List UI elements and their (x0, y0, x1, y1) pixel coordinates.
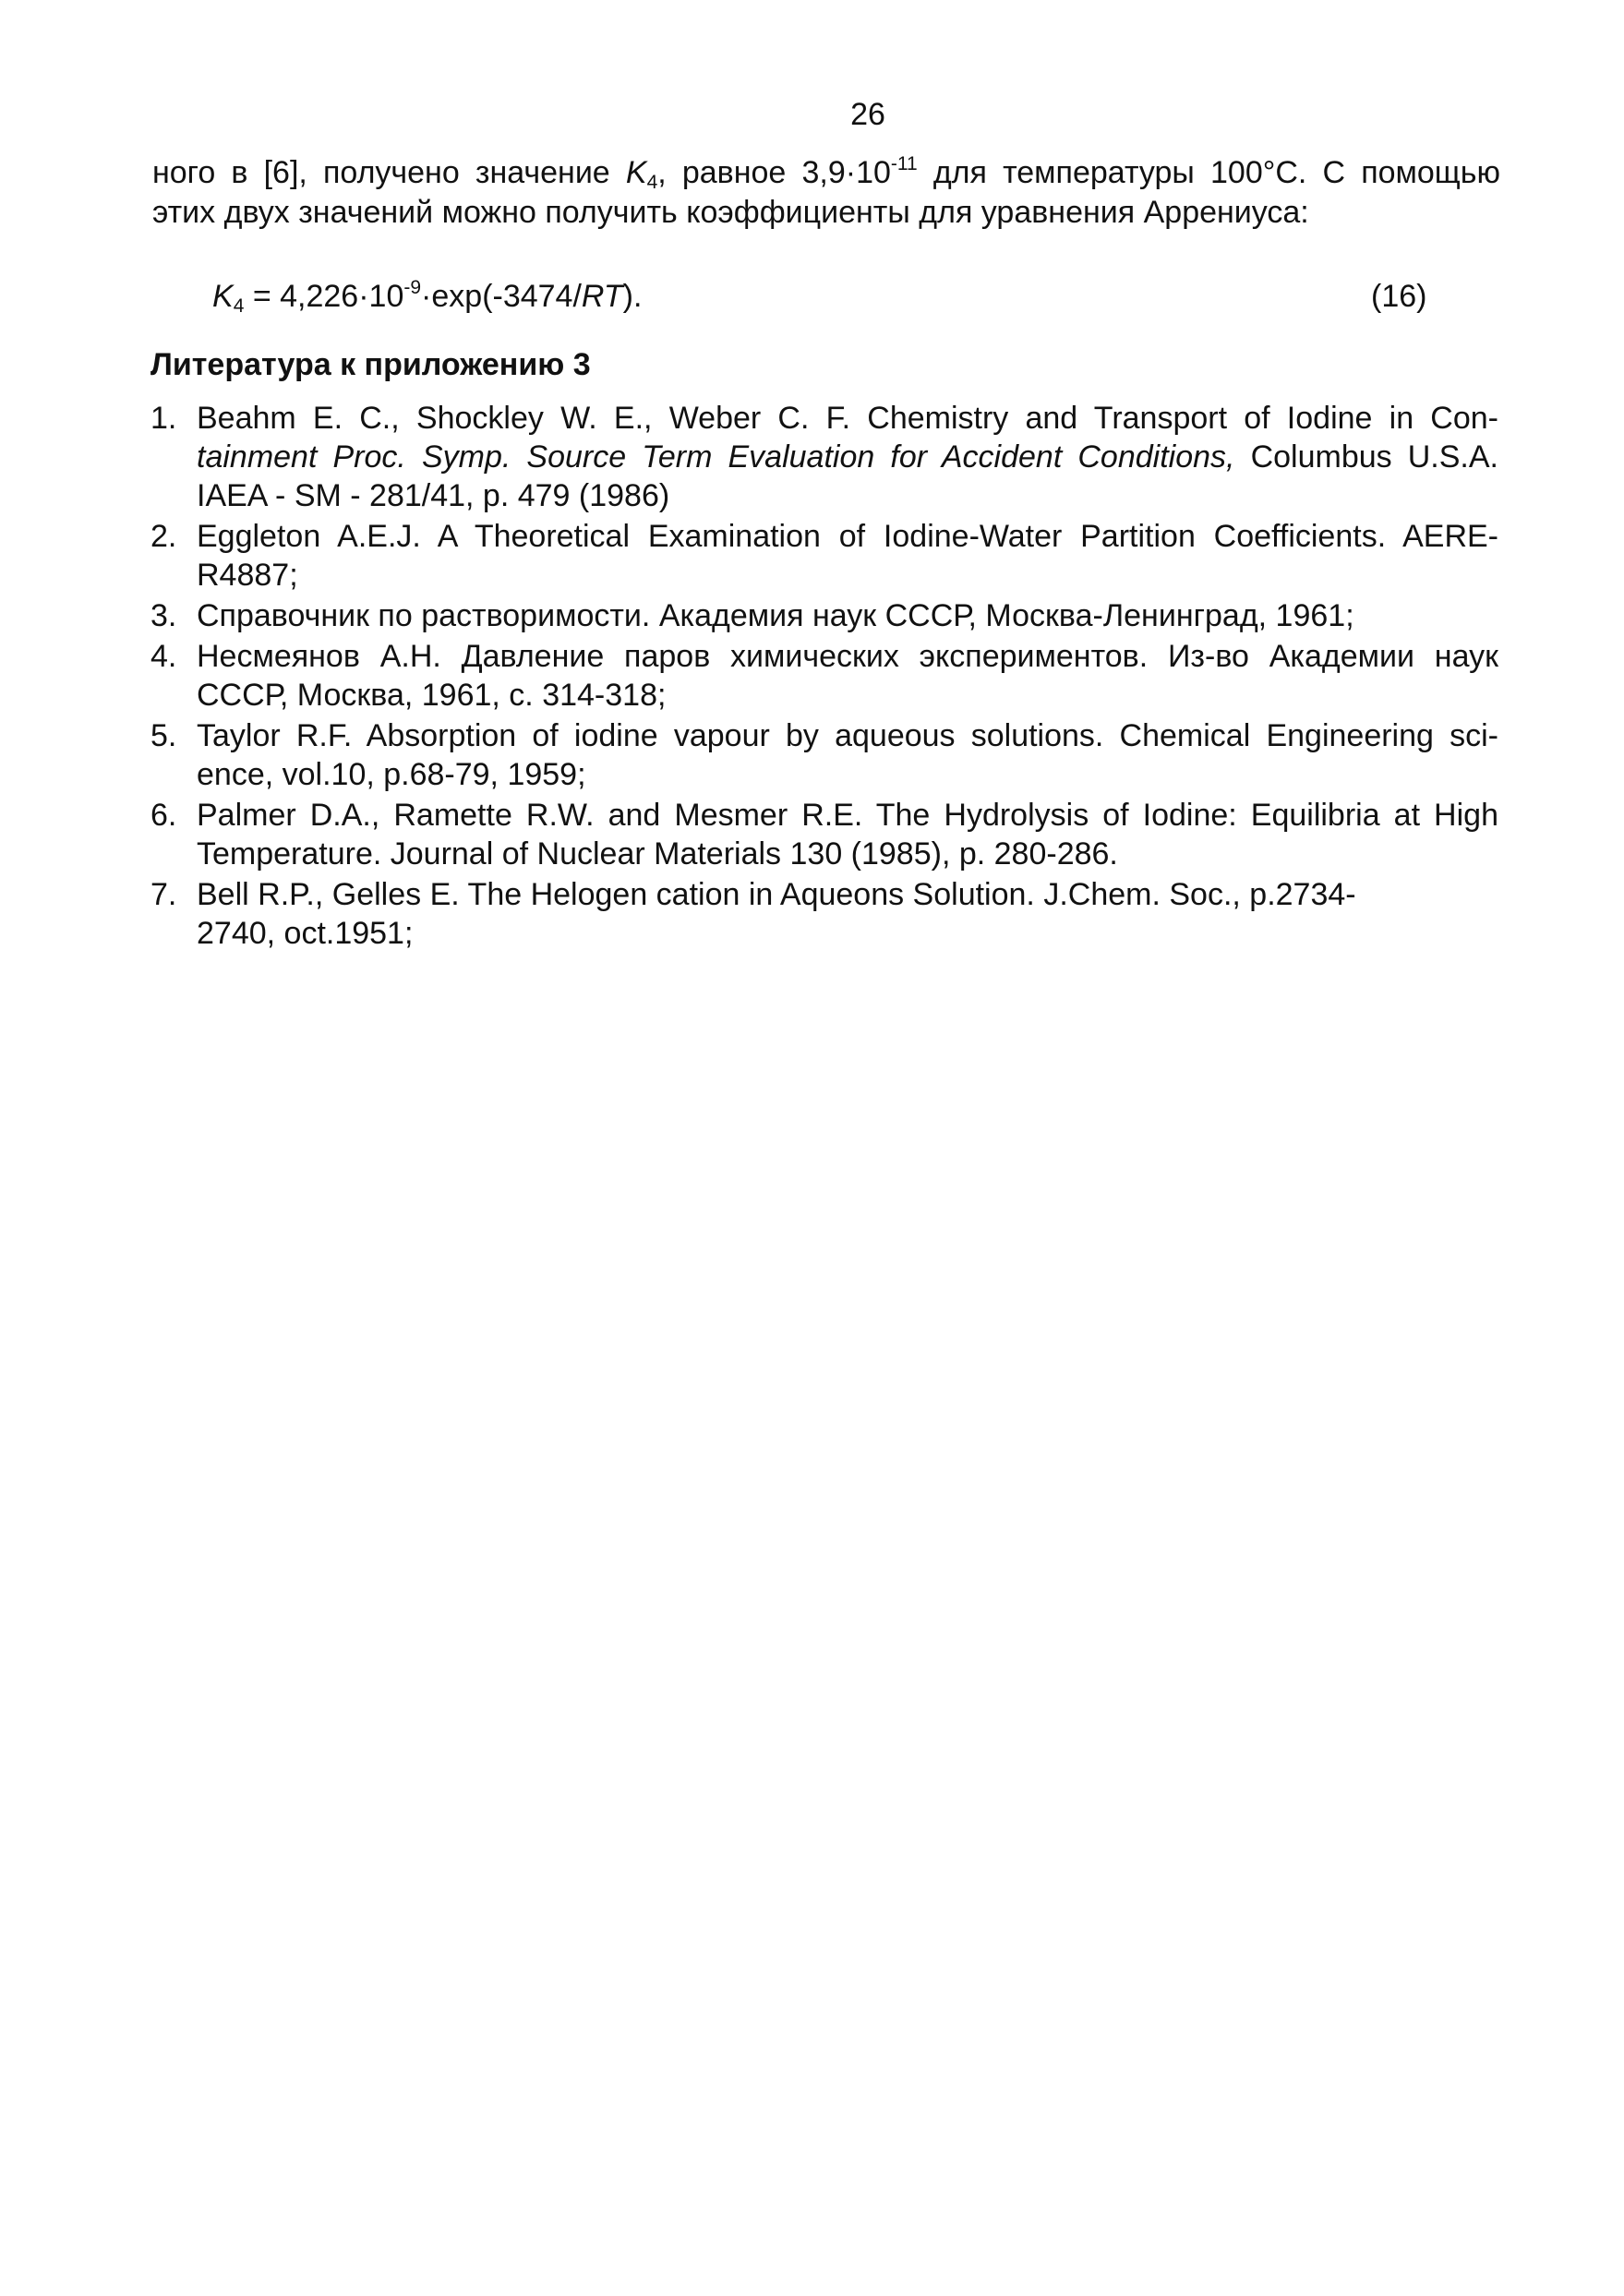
references-heading: Литература к приложению 3 (150, 347, 591, 382)
arrhenius-formula: $K_4 = 4,226\cdot 10^{-9}\cdot\exp(-3474/RT)$. (212, 277, 643, 317)
page-number: 26 (850, 97, 885, 132)
k4-symbol: K (625, 155, 647, 190)
reference-item-7: 7. Bell R.P., Gelles E. The Helogen cation in Aqueons Solution. J.Chem. Soc., p.2734- 2740, oct.1951; (150, 877, 1356, 951)
reference-list (150, 399, 1498, 955)
paragraph-line-2: этих двух значений можно получить коэффициенты для уравнения Аррениуса: (152, 195, 1309, 230)
reference-item-1: 1. Beahm E. C., Shockley W. E., Weber C. F. Chemistry and Transport of Iodine in Con- tainment Proc. Symp. Source Term Evaluation for Accident Conditions, Columbus U.S.A. IAEA - SM - 281/41, p. 479 (1986) (150, 401, 1498, 513)
reference-item-4: 4. Несмеянов А.Н. Давление паров химических экспериментов. Из-во Академии наук СССР, Москва, 1961, с. 314-318; (150, 639, 1498, 713)
reference-item-3: 3. Справочник по растворимости. Академия наук СССР, Москва-Ленинград, 1961; (150, 598, 1354, 633)
reference-item-2: 2. Eggleton A.E.J. A Theoretical Examination of Iodine-Water Partition Coefficients. AERE- R4887; (150, 519, 1498, 593)
formula-number: (16) (1371, 279, 1427, 314)
reference-item-6: 6. Palmer D.A., Ramette R.W. and Mesmer R.E. The Hydrolysis of Iodine: Equilibria at High Temperature. Journal of Nuclear Materials 130 (1985), p. 280-286. (150, 798, 1498, 872)
reference-item-5: 5. Taylor R.F. Absorption of iodine vapour by aqueous solutions. Chemical Engineering sci- ence, vol.10, p.68-79, 1959; (150, 718, 1498, 792)
body-paragraph (152, 153, 1500, 233)
paragraph-line-1: ного в [6], получено значение $K_4$, равное $3,9\cdot 10^{-11}$ для температуры 100°C. С помощью (152, 153, 1500, 193)
